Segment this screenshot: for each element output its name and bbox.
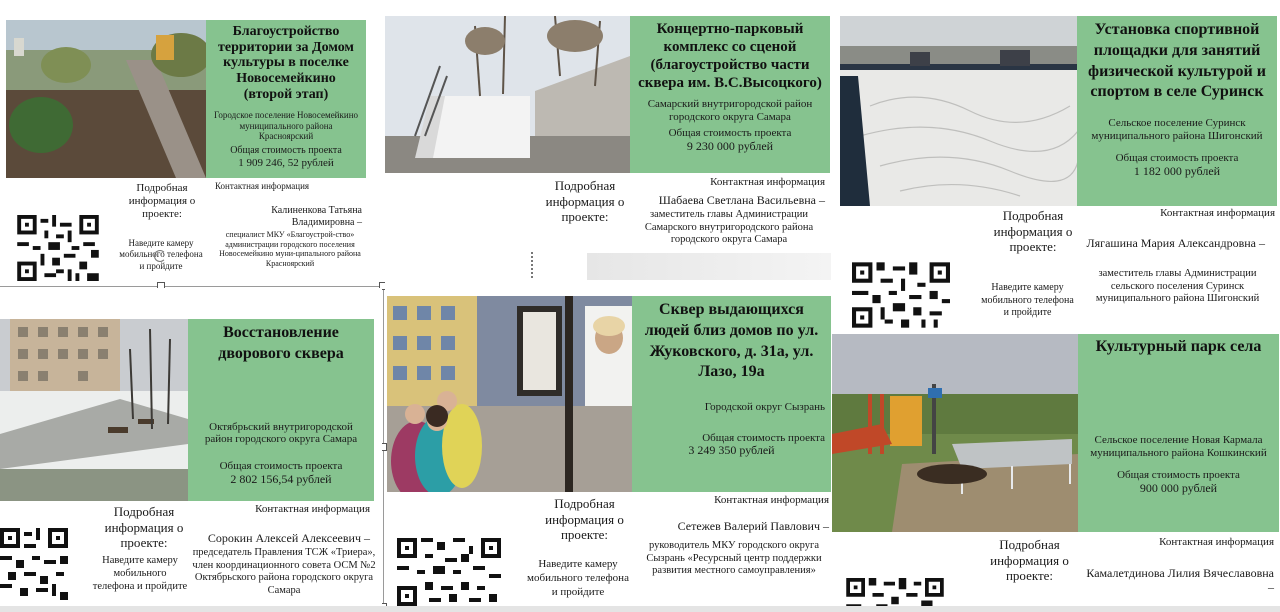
project-title: Сквер выдающихся людей близ домов по ул. Жуковского, д. 31а, ул. Лазо, 19а (644, 301, 819, 381)
project-municipality: Городской округ Сызрань (704, 401, 825, 414)
project-card-4[interactable] (0, 288, 382, 608)
cost-label: Общая стоимость проекта (230, 145, 342, 157)
project-photo (6, 20, 206, 178)
project-cost: 9 230 000 рублей (686, 138, 774, 153)
project-info-panel (1077, 16, 1277, 206)
more-info-label: Подробная информация о проекте: (990, 537, 1069, 584)
project-card-1[interactable] (0, 0, 372, 288)
contact-label: Контактная информация (1160, 207, 1275, 219)
qr-code[interactable] (16, 215, 100, 281)
loading-placeholder (587, 253, 831, 280)
project-municipality: Сельское поселение Суринск муниципального района Шигонский (1091, 117, 1263, 142)
contact-name: Камалетдинова Лилия Вячеславовна – (1086, 566, 1274, 595)
project-info-panel (188, 319, 374, 501)
contact-role: специалист МКУ «Благоустрой-ство» администрации городского поселения Новосемейкино муни-ципального района Красноярский (219, 230, 361, 268)
project-info-panel (632, 296, 831, 492)
project-cost: 1 909 246, 52 рублей (238, 156, 334, 169)
project-card-6[interactable] (832, 330, 1280, 610)
contact-label: Контактная информация (215, 181, 310, 191)
contact-label: Контактная информация (714, 494, 829, 506)
more-info-label: Подробная информация о проекте: (545, 178, 625, 225)
contact-name: Калиненкова Татьяна Владимировна – (271, 205, 362, 228)
project-info-panel (1078, 334, 1279, 532)
project-municipality: Городское поселение Новосемейкино муниципального района Красноярский (213, 110, 359, 142)
project-title: Культурный парк села (1095, 338, 1262, 355)
project-municipality: Сельское поселение Новая Кармала муниципального района Кошкинский (1090, 433, 1267, 459)
project-photo (387, 296, 632, 492)
project-card-3[interactable] (840, 0, 1280, 330)
qr-instruction: Наведите камеру мобильного телефона и пройдите (981, 282, 1074, 318)
cost-label: Общая стоимость проекта (668, 127, 792, 140)
qr-instruction: Наведите камеру мобильного телефона и пройдите (119, 238, 203, 271)
qr-code[interactable] (0, 528, 68, 600)
project-photo (840, 16, 1078, 206)
project-cost: 1 182 000 рублей (1133, 164, 1221, 179)
scroll-dots (531, 252, 533, 278)
bottom-scrollbar-track[interactable] (0, 606, 1280, 612)
contact-label: Контактная информация (1159, 536, 1274, 548)
qr-code[interactable] (844, 578, 946, 608)
contact-name: Сетежев Валерий Павлович – (677, 519, 829, 533)
project-photo (0, 319, 188, 501)
project-photo (832, 334, 1078, 532)
project-title: Концертно-парковый комплекс со сценой (благоустройство части сквера им. В.С.Высоцкого) (638, 21, 822, 91)
project-photo (385, 16, 630, 173)
project-cost: 900 000 рублей (1139, 480, 1218, 495)
project-title: Благоустройство территории за Домом культуры в поселке Новосемейкино (второй этап) (218, 24, 354, 102)
qr-instruction: Наведите камеру мобильного телефона и пройдите (92, 555, 188, 593)
project-info-panel (630, 16, 830, 173)
contact-role: заместитель главы Администрации Самарского внутригородского района городского округа Самара (644, 209, 814, 246)
contact-name: Лягашина Мария Александровна – (1086, 236, 1265, 250)
project-info-panel (206, 20, 366, 178)
qr-instruction: Наведите камеру мобильного телефона и пройдите (527, 558, 629, 598)
cost-label: Общая стоимость проекта (219, 459, 343, 472)
contact-label: Контактная информация (710, 176, 825, 188)
contact-label: Контактная информация (255, 503, 370, 515)
project-municipality: Октябрьский внутригородской район городского округа Самара (204, 420, 358, 446)
project-title: Восстановление дворового сквера (218, 324, 344, 362)
contact-role: руководитель МКУ городского округа Сызрань «Ресурсный центр поддержки развития местного самоуправления» (646, 540, 822, 577)
project-municipality: Самарский внутригородской район городского округа Самара (647, 98, 813, 123)
more-info-label: Подробная информация о проекте: (993, 208, 1073, 255)
more-info-label: Подробная информация о проекте: (104, 504, 184, 551)
qr-code[interactable] (397, 538, 501, 606)
cost-label: Общая стоимость проекта (1115, 152, 1239, 165)
more-info-label: Подробная информация о проекте: (545, 496, 624, 543)
rotate-handle-icon[interactable] (154, 250, 166, 262)
contact-role: председатель Правления ТСЖ «Триера», член координационного совета ОСМ №2 Октябрьского района городского округа Самара (192, 547, 376, 596)
contact-name: Шабаева Светлана Васильевна – (658, 193, 825, 207)
project-card-2[interactable] (385, 0, 833, 290)
selection-border-top (0, 286, 383, 287)
contact-name: Сорокин Алексей Алексеевич – (207, 531, 370, 545)
more-info-label: Подробная информация о проекте: (128, 182, 196, 221)
cost-label: Общая стоимость проекта (1117, 469, 1240, 482)
project-title: Установка спортивной площадки для занятий физической культурой и спортом в селе Суринск (1088, 21, 1266, 101)
project-cost: 3 249 350 рублей (688, 443, 775, 458)
qr-code[interactable] (852, 262, 950, 328)
project-cost: 2 802 156,54 рублей (230, 471, 332, 486)
project-card-5[interactable] (387, 290, 833, 608)
contact-role: заместитель главы Администрации сельского поселения Суринск муниципального района Шигонский (1095, 268, 1260, 305)
cost-label: Общая стоимость проекта (702, 431, 825, 444)
